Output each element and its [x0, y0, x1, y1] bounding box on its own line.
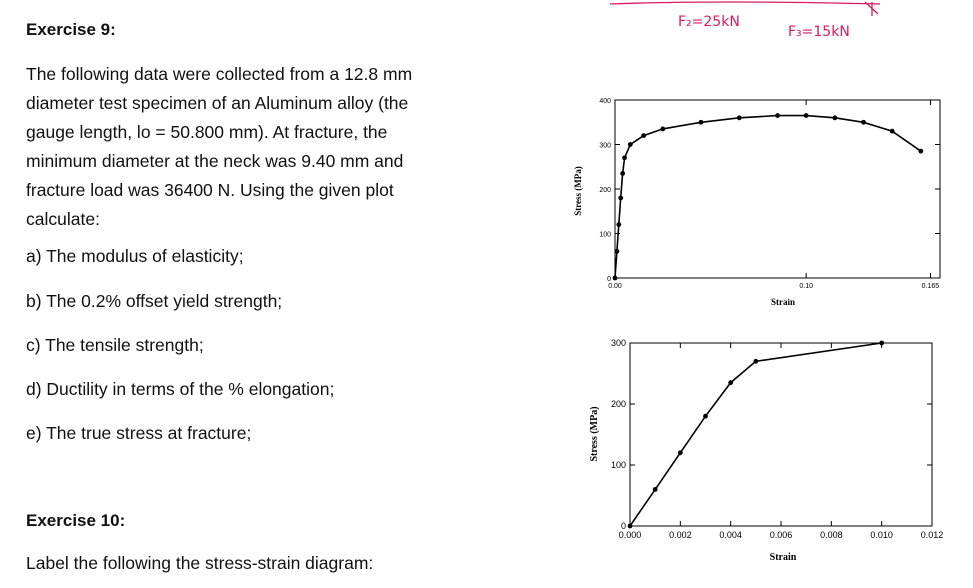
data-point [737, 115, 742, 120]
y-axis-label: Stress (MPa) [589, 406, 600, 462]
paragraph-line: The following data were collected from a 12.8 mm [26, 64, 413, 84]
x-tick-label: 0.010 [870, 530, 893, 540]
data-point [628, 142, 633, 147]
exercise9-heading: Exercise 9: [26, 20, 116, 39]
x-axis-label: Strain [769, 552, 797, 563]
data-point [653, 487, 658, 492]
y-tick-label: 0 [607, 276, 611, 283]
data-point [613, 276, 618, 281]
data-point [622, 155, 627, 160]
x-tick-label: 0.10 [799, 283, 813, 290]
y-tick-label: 200 [599, 187, 611, 194]
data-point [616, 222, 621, 227]
plot-frame [615, 100, 940, 278]
data-point [918, 149, 923, 154]
data-point [804, 113, 809, 118]
data-point [660, 127, 665, 132]
handwritten-annotation [610, 2, 880, 40]
y-tick-label: 200 [610, 399, 626, 409]
paragraph-line: minimum diameter at the neck was 9.40 mm and [26, 151, 404, 171]
series-line [630, 343, 882, 526]
series-line [615, 116, 921, 278]
data-point [615, 249, 620, 254]
data-point [861, 120, 866, 125]
handwritten-f2: F₂=25kN [678, 14, 740, 30]
chart-elastic-region [589, 338, 943, 563]
x-axis-label: Strain [770, 297, 796, 307]
data-point [728, 380, 733, 385]
handwritten-f3: F₃=15kN [788, 24, 850, 40]
x-tick-label: 0.004 [719, 530, 742, 540]
data-point [832, 115, 837, 120]
y-tick-label: 400 [599, 98, 611, 105]
x-tick-label: 0.008 [820, 530, 843, 540]
y-tick-label: 300 [599, 142, 611, 150]
x-tick-label: 0.165 [921, 283, 940, 290]
data-point [890, 129, 895, 134]
data-point [879, 341, 884, 346]
data-point [753, 359, 758, 364]
data-point [641, 133, 646, 138]
y-tick-label: 100 [610, 460, 626, 470]
data-point [618, 196, 623, 201]
data-point [775, 113, 780, 118]
paragraph-line: calculate: [26, 209, 100, 229]
data-point [678, 450, 683, 455]
data-point [628, 524, 633, 529]
exercise10-heading: Exercise 10: [26, 511, 126, 530]
plot-frame [630, 343, 932, 526]
handwritten-sketch-line [610, 2, 880, 4]
y-tick-label: 0 [620, 521, 626, 531]
exercise10-instruction: Label the following the stress-strain diagram: [26, 553, 374, 573]
data-point [703, 414, 708, 419]
data-point [620, 171, 625, 176]
question-e: e) The true stress at fracture; [26, 423, 252, 443]
question-b: b) The 0.2% offset yield strength; [26, 291, 283, 311]
question-c: c) The tensile strength; [26, 335, 204, 355]
question-d: d) Ductility in terms of the % elongation; [26, 379, 335, 399]
x-tick-label: 0.012 [920, 530, 944, 540]
x-tick-label: 0.006 [769, 530, 793, 540]
x-tick-label: 0.00 [608, 283, 622, 290]
y-tick-label: 300 [610, 338, 626, 348]
x-tick-label: 0.000 [618, 530, 642, 540]
paragraph-line: gauge length, lo = 50.800 mm). At fracture, the [26, 122, 388, 142]
paragraph-line: fracture load was 36400 N. Using the given plot [26, 180, 394, 200]
y-tick-label: 100 [599, 231, 611, 239]
paragraph-line: diameter test specimen of an Aluminum alloy (the [26, 93, 409, 113]
y-axis-label: Stress (MPa) [573, 166, 583, 216]
chart-full-stress-strain [573, 98, 940, 307]
question-a: a) The modulus of elasticity; [26, 246, 244, 266]
data-point [699, 120, 704, 125]
x-tick-label: 0.002 [669, 530, 692, 540]
